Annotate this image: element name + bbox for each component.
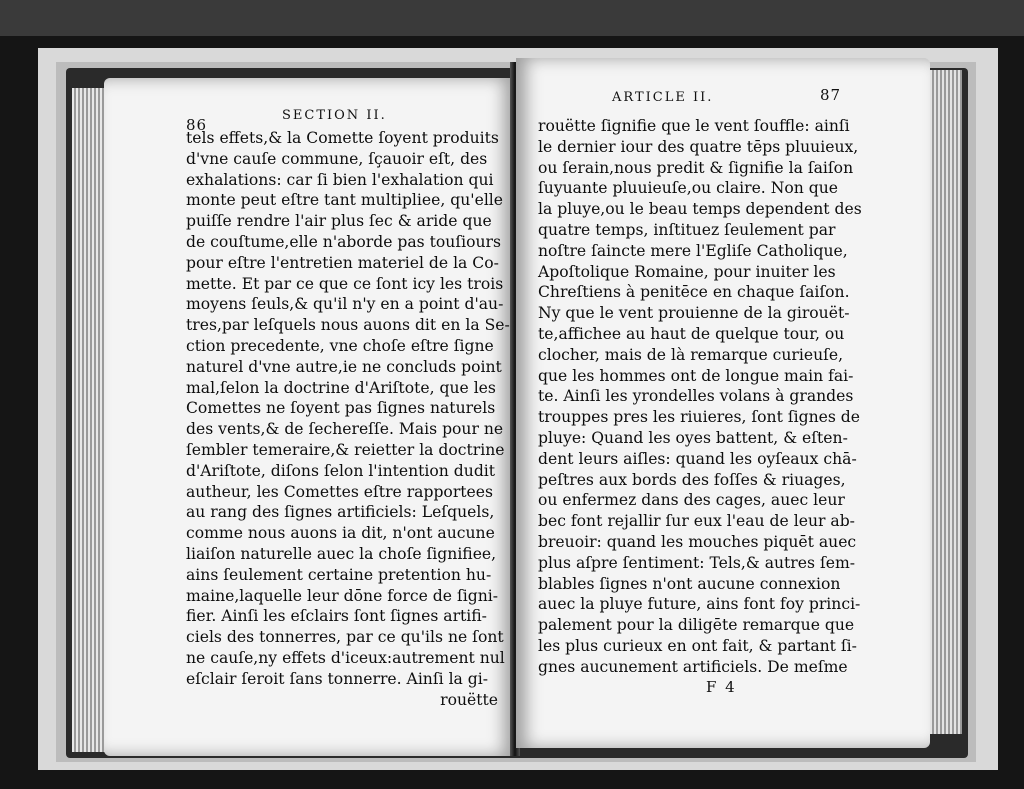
text-line: Comettes ne ſoyent pas ſignes naturels xyxy=(186,399,496,418)
text-line: d'vne cauſe commune, ſçauoir eſt, des xyxy=(186,149,488,168)
text-line: eſclair ſeroit ſans tonnerre. Ainſi la gi- xyxy=(186,669,489,688)
signature-mark: F 4 xyxy=(706,678,737,696)
text-line: Ny que le vent prouienne de la girouët- xyxy=(538,304,850,323)
left-running-head: SECTION II. xyxy=(282,108,387,123)
text-line: le dernier iour des quatre tēps pluuieux, xyxy=(538,137,859,156)
text-line: rouëtte ſignifie que le vent ſouffle: ainſi xyxy=(538,117,850,135)
right-running-head: ARTICLE II. xyxy=(612,90,714,105)
left-page-text xyxy=(186,128,510,710)
text-line: palement pour la diligēte remarque que xyxy=(538,616,855,635)
right-page-text xyxy=(538,116,882,678)
text-line: plus aſpre ſentiment: Tels,& autres ſem- xyxy=(538,553,855,572)
text-line: pour eſtre l'entretien materiel de la Co- xyxy=(186,253,499,272)
text-line: mette. Et par ce que ce ſont icy les trois xyxy=(186,274,504,293)
text-line: moyens ſeuls,& qu'il n'y en a point d'au- xyxy=(186,295,504,314)
text-line: tres,par leſquels nous auons dit en la Se- xyxy=(186,316,510,335)
text-line: de couſtume,elle n'aborde pas touſiours xyxy=(186,232,501,251)
right-page-edges xyxy=(928,70,962,734)
text-line: monte peut eſtre tant multipliee, qu'elle xyxy=(186,191,504,210)
right-page-number: 87 xyxy=(820,86,842,104)
text-line: clocher, mais de là remarque curieuſe, xyxy=(538,345,844,364)
catchword: rouëtte xyxy=(440,690,498,709)
text-line: gnes aucunement artificiels. De meſme xyxy=(538,657,848,676)
text-line: dent leurs aiſles: quand les oyſeaux chā- xyxy=(538,449,857,468)
text-line: fier. Ainſi les eſclairs ſont ſignes artifi- xyxy=(186,607,487,626)
text-line: la pluye,ou le beau temps dependent des xyxy=(538,200,862,219)
text-line: comme nous auons ia dit, n'ont aucune xyxy=(186,524,495,543)
text-line: maine,laquelle leur dōne force de ſigni- xyxy=(186,586,499,605)
text-line: blables ſignes n'ont aucune connexion xyxy=(538,574,841,593)
text-line: Apoſtolique Romaine, pour inuiter les xyxy=(538,262,836,281)
text-line: pluye: Quand les oyes battent, & eſten- xyxy=(538,428,848,447)
right-page xyxy=(516,58,930,748)
text-line: te,affichee au haut de quelque tour, ou xyxy=(538,324,845,343)
text-line: exhalations: car ſi bien l'exhalation qui xyxy=(186,170,494,189)
text-line: mal,ſelon la doctrine d'Ariſtote, que les xyxy=(186,378,496,397)
text-line: d'Ariſtote, diſons ſelon l'intention dudit xyxy=(186,461,496,480)
text-line: ction precedente, vne choſe eſtre ſigne xyxy=(186,336,494,355)
text-line: ſembler temeraire,& reietter la doctrine xyxy=(186,440,505,459)
text-line: bec font rejallir ſur eux l'eau de leur ab- xyxy=(538,512,855,531)
text-line: ains ſeulement certaine pretention hu- xyxy=(186,565,492,584)
text-line: les plus curieux en ont fait, & partant ſi- xyxy=(538,636,857,655)
text-line: au rang des ſignes artificiels: Leſquels, xyxy=(186,503,495,522)
text-line: ſuyuante pluuieuſe,ou claire. Non que xyxy=(538,179,839,198)
text-line: que les hommes ont de longue main fai- xyxy=(538,366,854,385)
text-line: auec la pluye future, ains font foy princi- xyxy=(538,595,861,614)
text-line: noſtre ſaincte mere l'Egliſe Catholique, xyxy=(538,241,848,260)
text-line: tels effets,& la Comette ſoyent produits xyxy=(186,129,499,147)
left-page-header xyxy=(104,78,514,134)
text-line: quatre temps, inſtituez ſeulement par xyxy=(538,220,836,239)
text-line: ou ſerain,nous predit & ſignifie la ſaiſon xyxy=(538,158,854,177)
text-line: ou enfermez dans des cages, auec leur xyxy=(538,491,845,510)
text-line: peſtres aux bords des foſſes & riuages, xyxy=(538,470,846,489)
text-line: trouppes pres les riuieres, ſont ſignes de xyxy=(538,408,861,427)
left-page xyxy=(104,78,514,756)
text-line: liaiſon naturelle auec la choſe ſignifiee, xyxy=(186,544,497,563)
text-line: autheur, les Comettes eſtre rapportees xyxy=(186,482,493,501)
text-line: naturel d'vne autre,ie ne concluds point xyxy=(186,357,502,376)
text-line: breuoir: quand les mouches piquēt auec xyxy=(538,532,857,551)
left-page-edges xyxy=(72,88,106,752)
film-edge xyxy=(0,0,1024,36)
text-line: te. Ainſi les yrondelles volans à grandes xyxy=(538,387,854,406)
text-line: puiſſe rendre l'air plus ſec & aride que xyxy=(186,212,492,231)
text-line: Chreſtiens à penitēce en chaque ſaiſon. xyxy=(538,283,850,302)
text-line: des vents,& de ſechereſſe. Mais pour ne xyxy=(186,420,504,439)
text-line: ciels des tonnerres, par ce qu'ils ne ſont xyxy=(186,628,504,647)
left-page-number: 86 xyxy=(186,116,208,134)
right-page-header xyxy=(516,58,930,105)
text-line: ne cauſe,ny effets d'iceux:autrement nul xyxy=(186,648,505,667)
